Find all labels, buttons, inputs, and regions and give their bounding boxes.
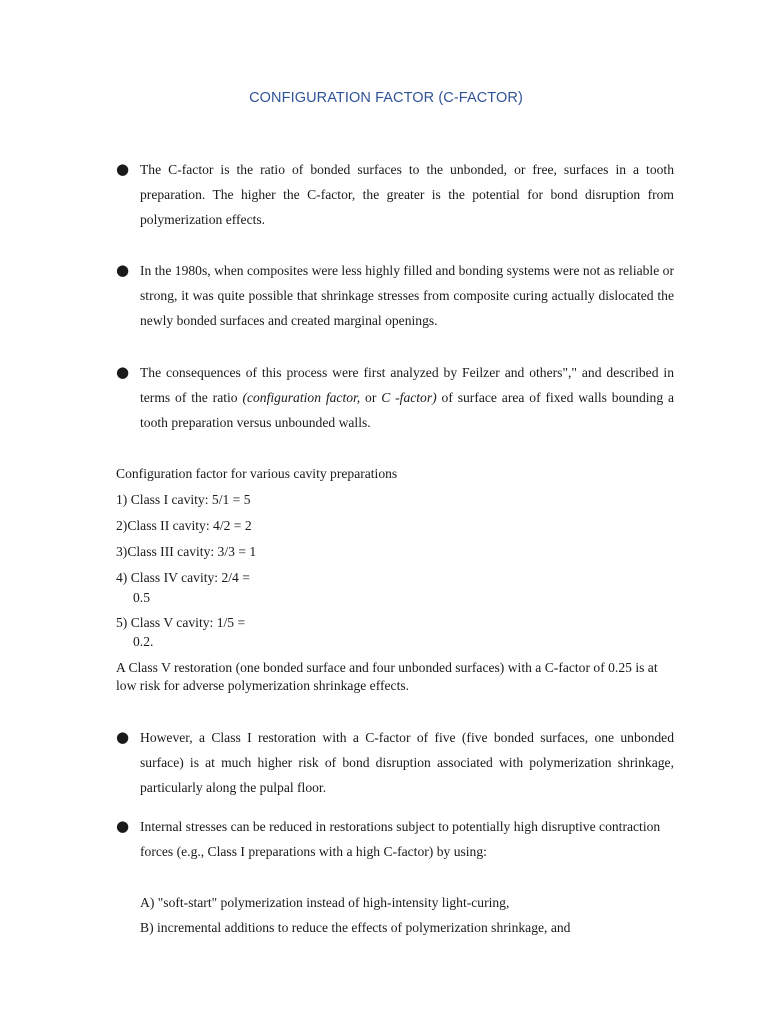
method-a: A) "soft-start" polymerization instead of high-intensity light-curing, <box>140 895 510 910</box>
bullet-dot-icon: ● <box>116 363 130 381</box>
bullet-text: In the 1980s, when composites were less highly filled and bonding systems were not as reliable or strong, it was quite possible that shrinkage stresses from composite curing actually dislocated the newly bonded surfaces and created marginal openings. <box>140 263 674 328</box>
bullet-item-consequences <box>116 360 674 435</box>
page-title: CONFIGURATION FACTOR (C-FACTOR) <box>249 90 523 106</box>
bullet-item-1980s <box>116 258 674 333</box>
list-item-class-5: 5) Class V cavity: 1/5 = <box>116 615 246 630</box>
list-item-class-1: 1) Class I cavity: 5/1 = 5 <box>116 492 251 507</box>
method-b: B) incremental additions to reduce the effects of polymerization shrinkage, and <box>140 920 571 935</box>
list-item-class-5-value: 0.2. <box>133 634 154 649</box>
bullet-dot-icon: ● <box>116 160 130 178</box>
list-item-class-3: 3)Class III cavity: 3/3 = 1 <box>116 544 257 559</box>
bullet-text: The C-factor is the ratio of bonded surfaces to the unbonded, or free, surfaces in a tooth preparation. The higher the C-factor, the greater is the potential for bond disruption from polymerization effects. <box>140 162 674 227</box>
bullet-item-internal-stresses <box>116 814 674 864</box>
bullet-text-part: of surface area of fixed walls bounding a tooth preparation versus unbounded walls. <box>140 390 675 430</box>
bullet-item-cfactor-definition <box>116 157 674 232</box>
list-item-class-4: 4) Class IV cavity: 2/4 = <box>116 570 250 585</box>
bullet-text-part: or <box>360 390 382 405</box>
bullet-dot-icon: ● <box>116 261 130 279</box>
bullet-text: However, a Class I restoration with a C-factor of five (five bonded surfaces, one unbonded surface) is at much higher risk of bond disruption associated with polymerization shrinkage, particularly along the pulpal floor. <box>140 730 674 795</box>
bullet-item-class-i-risk <box>116 725 674 800</box>
class-v-paragraph: A Class V restoration (one bonded surface and four unbonded surfaces) with a C-factor of 0.25 is at low risk for adverse polymerization shrinkage effects. <box>116 660 658 693</box>
bullet-text: Internal stresses can be reduced in restorations subject to potentially high disruptive contraction forces (e.g., Class I preparations with a high C-factor) by using: <box>140 819 661 859</box>
bullet-text-part: The consequences of this process were first analyzed by Feilzer and others"," and described in terms of the ratio <box>140 365 674 405</box>
bullet-text-italic: (configuration factor, <box>242 390 361 405</box>
bullet-text <box>140 360 674 435</box>
bullet-dot-icon: ● <box>116 817 130 835</box>
bullet-dot-icon: ● <box>116 728 130 746</box>
list-item-class-4-value: 0.5 <box>133 590 150 605</box>
bullet-text-italic: C -factor) <box>381 390 437 405</box>
list-heading: Configuration factor for various cavity preparations <box>116 466 398 481</box>
list-item-class-2: 2)Class II cavity: 4/2 = 2 <box>116 518 252 533</box>
